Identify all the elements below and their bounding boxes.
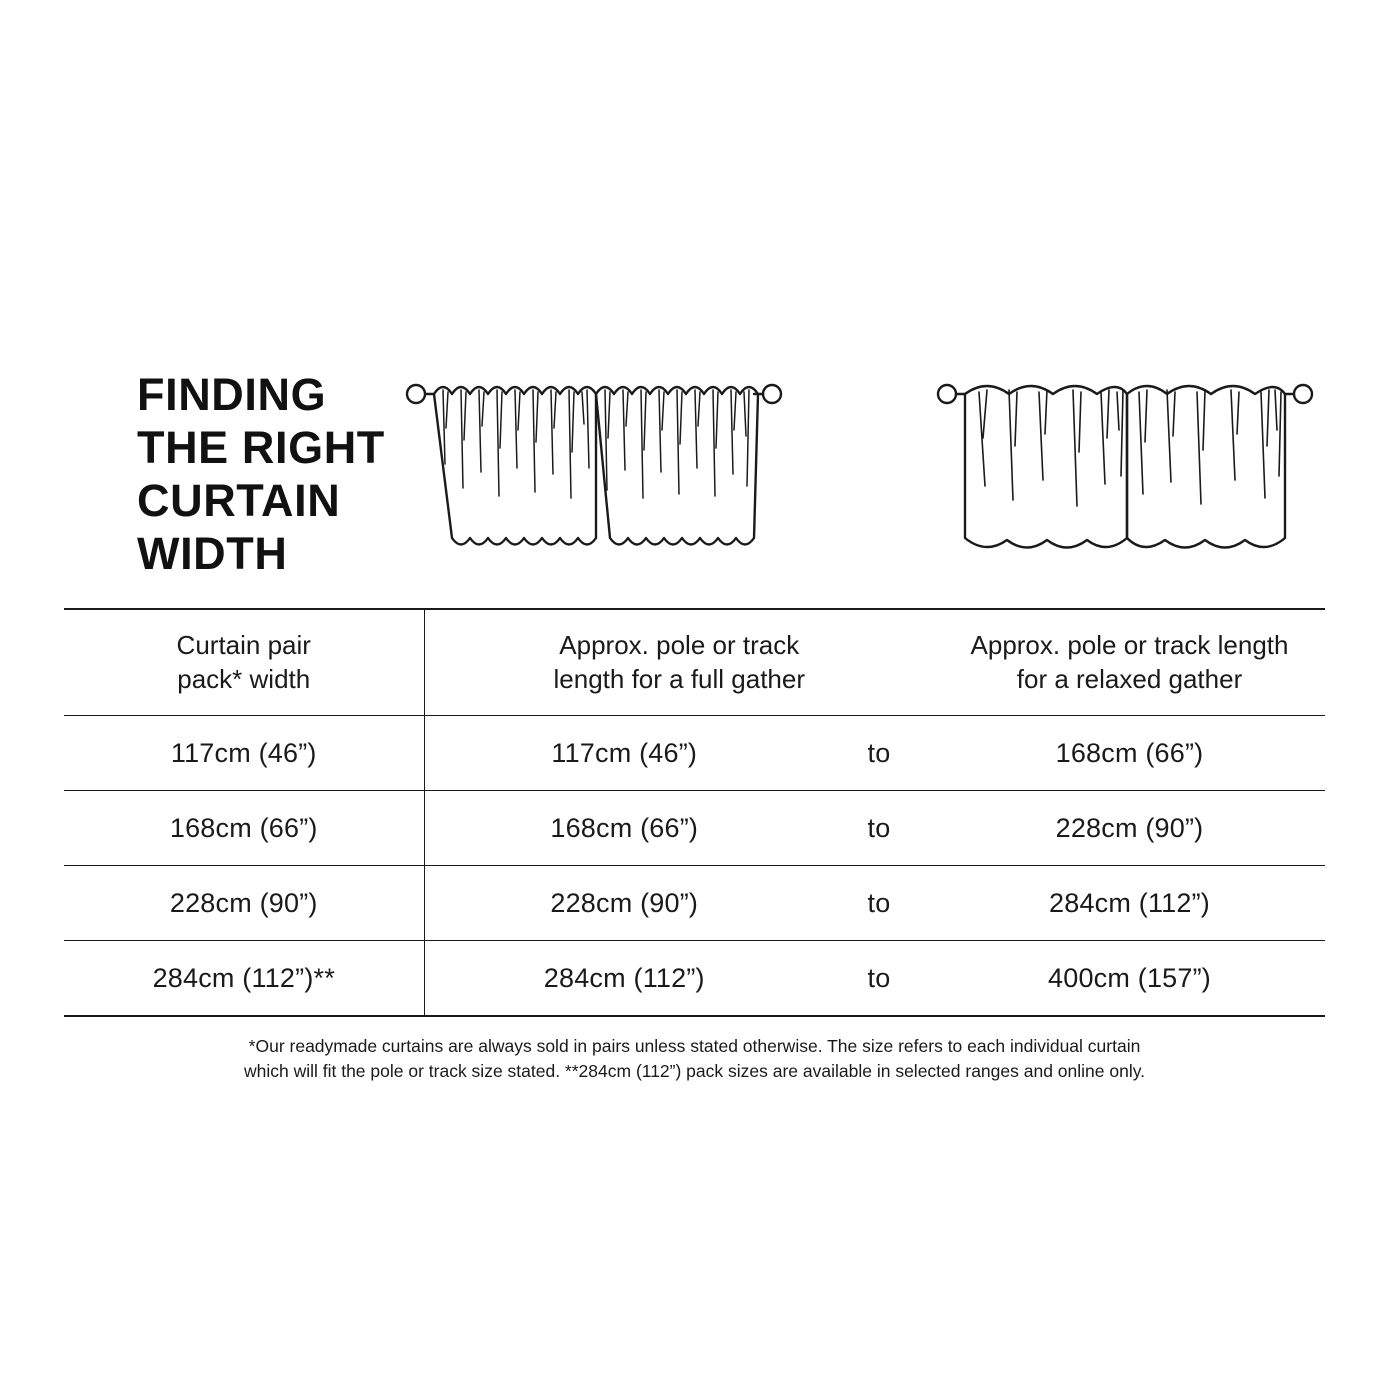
illustration-group: [404, 360, 1325, 578]
content-container: [64, 360, 1325, 1085]
footnote: [64, 1034, 1325, 1085]
table-header-row: [64, 609, 1325, 716]
cell-connector: to: [824, 791, 934, 866]
cell-pack-width: 117cm (46”): [64, 716, 424, 791]
column-header-full-gather-line-1: Approx. pole or track: [559, 630, 800, 661]
footnote-line-1: *Our readymade curtains are always sold in pairs unless stated otherwise. The size refers to each individual curtain: [248, 1036, 1141, 1056]
page-title-line-2: THE RIGHT: [137, 422, 385, 474]
cell-relaxed-gather: 228cm (90”): [934, 791, 1325, 866]
column-header-pack-width: [64, 609, 424, 716]
column-header-relaxed-gather-line-2: for a relaxed gather: [1016, 663, 1243, 694]
header-row: [64, 360, 1325, 608]
column-header-pack-width-line-2: pack* width: [177, 663, 311, 694]
cell-full-gather: 228cm (90”): [424, 866, 824, 941]
cell-relaxed-gather: 284cm (112”): [934, 866, 1325, 941]
relaxed-gather-curtain-icon: [935, 368, 1315, 578]
cell-pack-width: 284cm (112”)**: [64, 941, 424, 1017]
column-header-relaxed-gather: [934, 609, 1325, 716]
curtain-width-table: [64, 608, 1325, 1017]
table-row: [64, 866, 1325, 941]
cell-full-gather: 284cm (112”): [424, 941, 824, 1017]
column-header-pack-width-line-1: Curtain pair: [176, 630, 311, 661]
cell-connector: to: [824, 866, 934, 941]
column-header-relaxed-gather-line-1: Approx. pole or track length: [970, 630, 1289, 661]
cell-relaxed-gather: 168cm (66”): [934, 716, 1325, 791]
column-header-full-gather: [424, 609, 934, 716]
footnote-line-2: which will fit the pole or track size stated. **284cm (112”) pack sizes are available in selected ranges and online only.: [243, 1061, 1146, 1082]
full-gather-curtain-icon: [404, 368, 784, 578]
table-row: [64, 716, 1325, 791]
page-title-line-3: CURTAIN: [137, 475, 341, 527]
cell-relaxed-gather: 400cm (157”): [934, 941, 1325, 1017]
page-title: [64, 360, 404, 580]
cell-pack-width: 168cm (66”): [64, 791, 424, 866]
cell-full-gather: 168cm (66”): [424, 791, 824, 866]
table-row: [64, 941, 1325, 1017]
cell-full-gather: 117cm (46”): [424, 716, 824, 791]
cell-connector: to: [824, 716, 934, 791]
page-title-line-4: WIDTH: [137, 528, 288, 580]
page-title-line-1: FINDING: [137, 369, 327, 420]
column-header-full-gather-line-2: length for a full gather: [553, 663, 805, 694]
cell-pack-width: 228cm (90”): [64, 866, 424, 941]
cell-connector: to: [824, 941, 934, 1017]
table-row: [64, 791, 1325, 866]
